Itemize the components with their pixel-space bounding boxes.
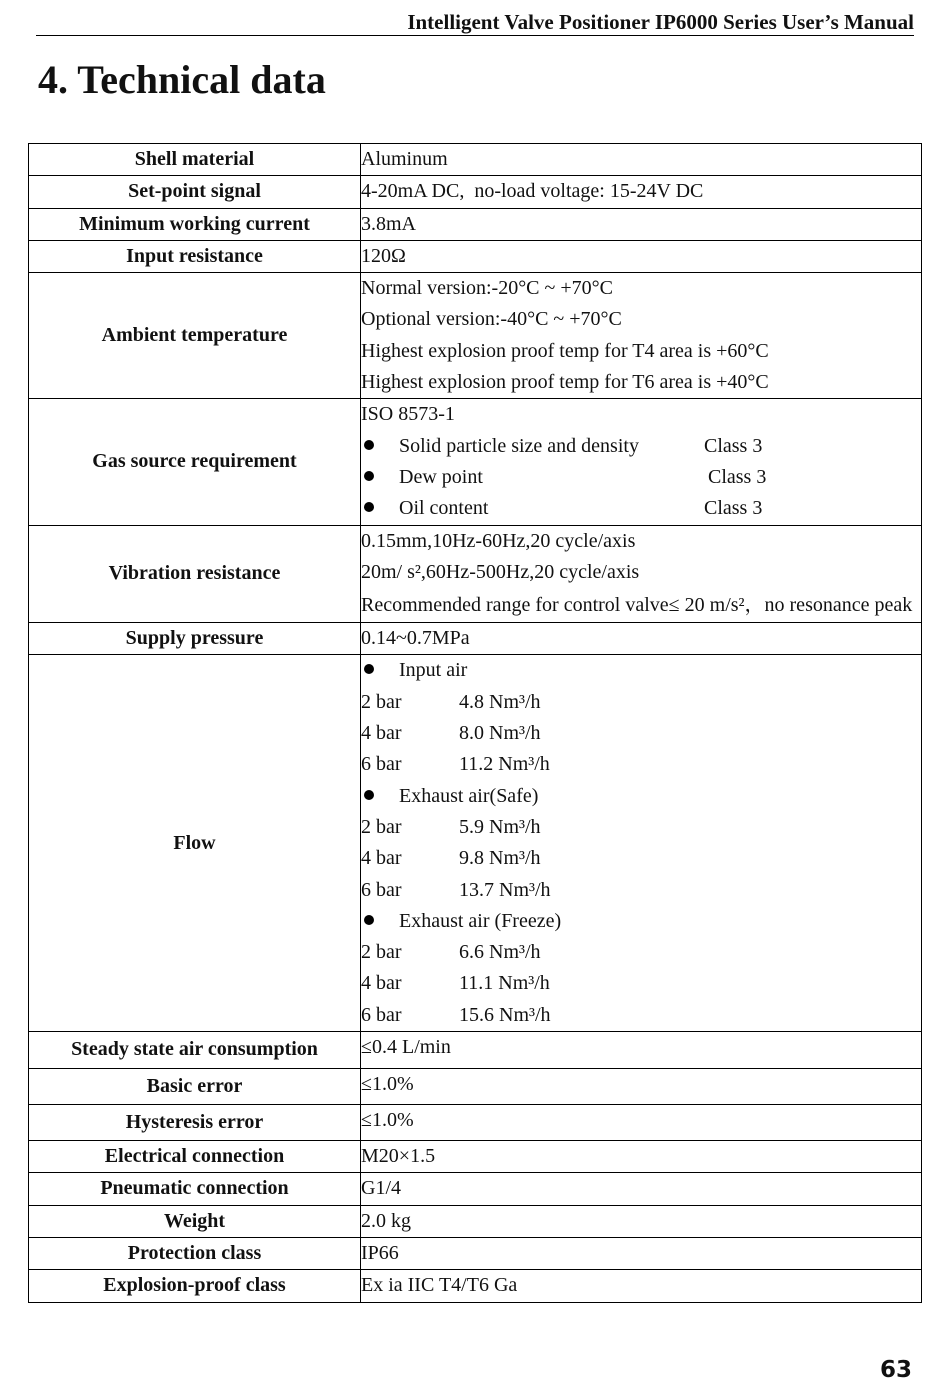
row-label: Set-point signal bbox=[29, 176, 361, 208]
page-number: 63 bbox=[879, 1357, 912, 1383]
flow-entry: 6 bar 13.7 Nm³/h bbox=[361, 878, 551, 901]
row-label: Electrical connection bbox=[29, 1141, 361, 1173]
row-value: 120Ω bbox=[361, 240, 922, 272]
table-row bbox=[29, 144, 922, 176]
table-row bbox=[29, 1205, 922, 1237]
table-row bbox=[29, 1237, 922, 1269]
list-item bbox=[361, 431, 921, 462]
row-label: Shell material bbox=[29, 144, 361, 176]
gas-item-name: Solid particle size and density bbox=[399, 434, 639, 457]
table-row bbox=[29, 1032, 922, 1069]
row-label: Input resistance bbox=[29, 240, 361, 272]
row-value: 3.8mA bbox=[361, 208, 922, 240]
table-row bbox=[29, 655, 922, 1032]
row-label: Supply pressure bbox=[29, 623, 361, 655]
technical-data-table bbox=[28, 143, 922, 1303]
row-value: 0.14~0.7MPa bbox=[361, 623, 922, 655]
row-value: Ex ia IIC T4/T6 Ga bbox=[361, 1270, 922, 1302]
table-row bbox=[29, 1173, 922, 1205]
row-value: M20×1.5 bbox=[361, 1141, 922, 1173]
bullet-icon bbox=[361, 655, 399, 686]
gas-item-name: Dew point bbox=[399, 465, 483, 488]
row-value: 2.0 kg bbox=[361, 1205, 922, 1237]
table-row bbox=[29, 176, 922, 208]
row-label: Flow bbox=[29, 655, 361, 1032]
row-label: Weight bbox=[29, 1205, 361, 1237]
vibration-line: Recommended range for control valve≤ 20 m/s²，no resonance peak bbox=[361, 594, 913, 617]
row-value bbox=[361, 655, 922, 1032]
row-value: G1/4 bbox=[361, 1173, 922, 1205]
row-label: Protection class bbox=[29, 1237, 361, 1269]
bullet-icon bbox=[361, 906, 399, 937]
row-value bbox=[361, 273, 922, 399]
table-row bbox=[29, 1105, 922, 1141]
list-item bbox=[361, 462, 921, 493]
ambient-temp-line: Normal version:-20°C ~ +70°C bbox=[361, 277, 613, 300]
flow-entry: 4 bar 9.8 Nm³/h bbox=[361, 847, 541, 870]
ambient-temp-line: Highest explosion proof temp for T6 area is +40°C bbox=[361, 371, 769, 394]
flow-entry: 2 bar 5.9 Nm³/h bbox=[361, 815, 541, 838]
flow-entry: 4 bar 8.0 Nm³/h bbox=[361, 722, 541, 745]
flow-entry: 2 bar 6.6 Nm³/h bbox=[361, 941, 541, 964]
vibration-line: 0.15mm,10Hz-60Hz,20 cycle/axis bbox=[361, 529, 636, 552]
list-item bbox=[361, 493, 921, 524]
gas-item-class: Class 3 bbox=[704, 434, 763, 457]
flow-entry: 2 bar 4.8 Nm³/h bbox=[361, 690, 541, 713]
table-row bbox=[29, 208, 922, 240]
bullet-icon bbox=[361, 431, 399, 462]
bullet-icon bbox=[361, 493, 399, 524]
table-row bbox=[29, 399, 922, 525]
row-label: Minimum working current bbox=[29, 208, 361, 240]
table-row bbox=[29, 1069, 922, 1105]
table-row bbox=[29, 623, 922, 655]
row-label: Hysteresis error bbox=[29, 1105, 361, 1141]
row-value: ≤1.0% bbox=[361, 1105, 922, 1141]
row-label: Ambient temperature bbox=[29, 273, 361, 399]
row-value bbox=[361, 399, 922, 525]
table-row bbox=[29, 1270, 922, 1302]
flow-group-title: Exhaust air(Safe) bbox=[361, 781, 921, 812]
row-value: 4-20mA DC, no-load voltage: 15-24V DC bbox=[361, 176, 922, 208]
row-value: ≤1.0% bbox=[361, 1069, 922, 1105]
table-row bbox=[29, 1141, 922, 1173]
flow-group-title: Input air bbox=[361, 655, 921, 686]
row-label: Steady state air consumption bbox=[29, 1032, 361, 1069]
row-value bbox=[361, 525, 922, 623]
table-row bbox=[29, 240, 922, 272]
flow-group-title: Exhaust air (Freeze) bbox=[361, 906, 921, 937]
bullet-icon bbox=[361, 781, 399, 812]
gas-item-class: Class 3 bbox=[704, 497, 763, 520]
flow-entry: 6 bar 15.6 Nm³/h bbox=[361, 1003, 551, 1026]
ambient-temp-line: Highest explosion proof temp for T4 area is +60°C bbox=[361, 339, 769, 362]
row-value: ≤0.4 L/min bbox=[361, 1032, 922, 1069]
row-label: Gas source requirement bbox=[29, 399, 361, 525]
running-header: Intelligent Valve Positioner IP6000 Series User’s Manual bbox=[36, 10, 914, 36]
ambient-temp-line: Optional version:-40°C ~ +70°C bbox=[361, 308, 622, 331]
row-value: IP66 bbox=[361, 1237, 922, 1269]
flow-entry: 4 bar 11.1 Nm³/h bbox=[361, 972, 550, 995]
row-value: Aluminum bbox=[361, 144, 922, 176]
gas-item-class: Class 3 bbox=[708, 465, 767, 488]
gas-standard: ISO 8573-1 bbox=[361, 403, 455, 426]
section-title: 4. Technical data bbox=[38, 57, 326, 102]
row-label: Vibration resistance bbox=[29, 525, 361, 623]
gas-item-name: Oil content bbox=[399, 497, 489, 520]
table-row bbox=[29, 525, 922, 623]
row-label: Basic error bbox=[29, 1069, 361, 1105]
row-label: Explosion-proof class bbox=[29, 1270, 361, 1302]
vibration-line: 20m/ s²,60Hz-500Hz,20 cycle/axis bbox=[361, 560, 640, 583]
table-row bbox=[29, 273, 922, 399]
row-label: Pneumatic connection bbox=[29, 1173, 361, 1205]
flow-entry: 6 bar 11.2 Nm³/h bbox=[361, 753, 550, 776]
bullet-icon bbox=[361, 462, 399, 493]
